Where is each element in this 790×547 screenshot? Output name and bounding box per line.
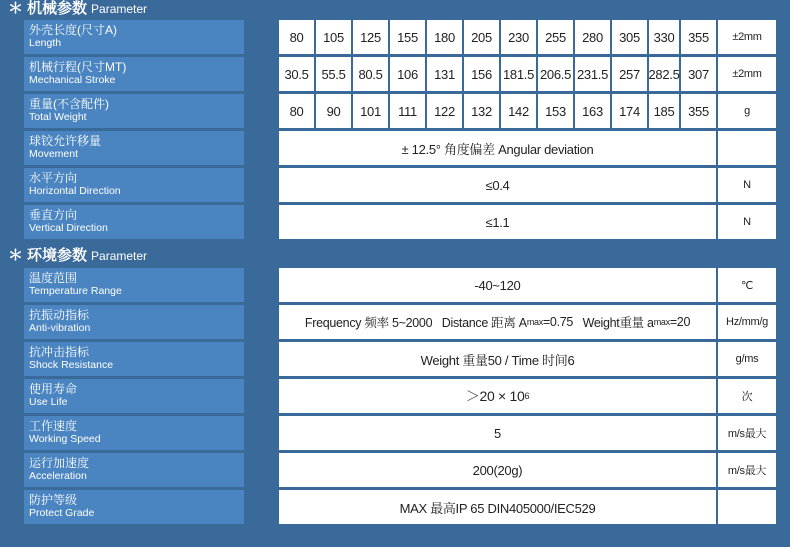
table-cell: 255	[538, 20, 573, 54]
working-speed-value: 5	[279, 416, 716, 450]
section-title-cn: 机械参数	[27, 0, 88, 17]
table-cell: 131	[427, 57, 462, 91]
unit-cell: m/s最大	[718, 416, 776, 450]
table-cell: 80	[279, 20, 314, 54]
unit-cell: g/ms	[718, 342, 776, 376]
table-cell: 307	[681, 57, 716, 91]
row-label-mechanical-stroke: 机械行程(尺寸MT) Mechanical Stroke	[24, 57, 244, 91]
unit-cell	[718, 131, 776, 165]
table-cell: 280	[575, 20, 610, 54]
unit-cell: N	[718, 205, 776, 239]
table-cell: 206.5	[538, 57, 573, 91]
anti-vibration-value: Frequency 频率 5~2000 Distance 距离 A max =0.75 Weight重量 a max =20	[279, 305, 716, 339]
table-cell: 101	[353, 94, 388, 128]
table-cell: 355	[681, 20, 716, 54]
unit-cell	[718, 490, 776, 524]
table-cell: 111	[390, 94, 425, 128]
table-cell: 230	[501, 20, 536, 54]
unit-cell: g	[718, 94, 776, 128]
section-title-cn: 环境参数	[27, 247, 88, 264]
row-label-shock-resistance: 抗冲击指标 Shock Resistance	[24, 342, 244, 376]
row-label-temperature-range: 温度范围 Temperature Range	[24, 268, 244, 302]
row-label-acceleration: 运行加速度 Acceleration	[24, 453, 244, 487]
table-cell: 174	[612, 94, 647, 128]
table-cell: 125	[353, 20, 388, 54]
table-cell: 142	[501, 94, 536, 128]
table-cell: 355	[681, 94, 716, 128]
table-cell: 122	[427, 94, 462, 128]
row-label-use-life: 使用寿命 Use Life	[24, 379, 244, 413]
table-cell: 305	[612, 20, 647, 54]
movement-value: ± 12.5° 角度偏差 Angular deviation	[279, 131, 716, 165]
table-cell: 181.5	[501, 57, 536, 91]
table-cell: 153	[538, 94, 573, 128]
protect-grade-value: MAX 最高IP 65 DIN405000/IEC529	[279, 490, 716, 524]
row-label-protect-grade: 防护等级 Protect Grade	[24, 490, 244, 524]
row-label-length: 外壳长度(尺寸A) Length	[24, 20, 244, 54]
row-label-total-weight: 重量(不含配件) Total Weight	[24, 94, 244, 128]
environment-parameter-heading	[8, 247, 147, 265]
row-label-vertical-direction: 垂直方向 Vertical Direction	[24, 205, 244, 239]
vertical-force-value: ≤1.1	[279, 205, 716, 239]
table-cell: 205	[464, 20, 499, 54]
horizontal-force-value: ≤0.4	[279, 168, 716, 202]
row-label-anti-vibration: 抗振动指标 Anti-vibration	[24, 305, 244, 339]
temperature-value: -40~120	[279, 268, 716, 302]
unit-cell: m/s最大	[718, 453, 776, 487]
asterisk-icon: ＊	[8, 0, 24, 17]
table-cell: 156	[464, 57, 499, 91]
mechanical-parameter-heading	[8, 0, 147, 18]
table-cell: 132	[464, 94, 499, 128]
unit-cell: N	[718, 168, 776, 202]
table-cell: 231.5	[575, 57, 610, 91]
unit-cell: ±2mm	[718, 57, 776, 91]
table-cell: 106	[390, 57, 425, 91]
table-cell: 185	[649, 94, 679, 128]
unit-cell: Hz/mm/g	[718, 305, 776, 339]
table-cell: 155	[390, 20, 425, 54]
table-cell: 105	[316, 20, 351, 54]
row-label-movement: 球铰允许移量 Movement	[24, 131, 244, 165]
table-cell: 30.5	[279, 57, 314, 91]
shock-resistance-value: Weight 重量50 / Time 时间6	[279, 342, 716, 376]
table-cell: 282.5	[649, 57, 679, 91]
table-cell: 163	[575, 94, 610, 128]
table-cell: 80.5	[353, 57, 388, 91]
unit-cell: 次	[718, 379, 776, 413]
table-cell: 55.5	[316, 57, 351, 91]
asterisk-icon: ＊	[8, 247, 24, 264]
section-title-en: Parameter	[91, 249, 148, 263]
unit-cell: ±2mm	[718, 20, 776, 54]
section-title-en: Parameter	[91, 2, 148, 16]
table-cell: 90	[316, 94, 351, 128]
table-cell: 80	[279, 94, 314, 128]
row-label-working-speed: 工作速度 Working Speed	[24, 416, 244, 450]
table-cell: 180	[427, 20, 462, 54]
row-label-horizontal-direction: 水平方向 Horizontal Direction	[24, 168, 244, 202]
acceleration-value: 200(20g)	[279, 453, 716, 487]
unit-cell: ℃	[718, 268, 776, 302]
use-life-value: ＞20 × 10 6	[279, 379, 716, 413]
table-cell: 330	[649, 20, 679, 54]
table-cell: 257	[612, 57, 647, 91]
